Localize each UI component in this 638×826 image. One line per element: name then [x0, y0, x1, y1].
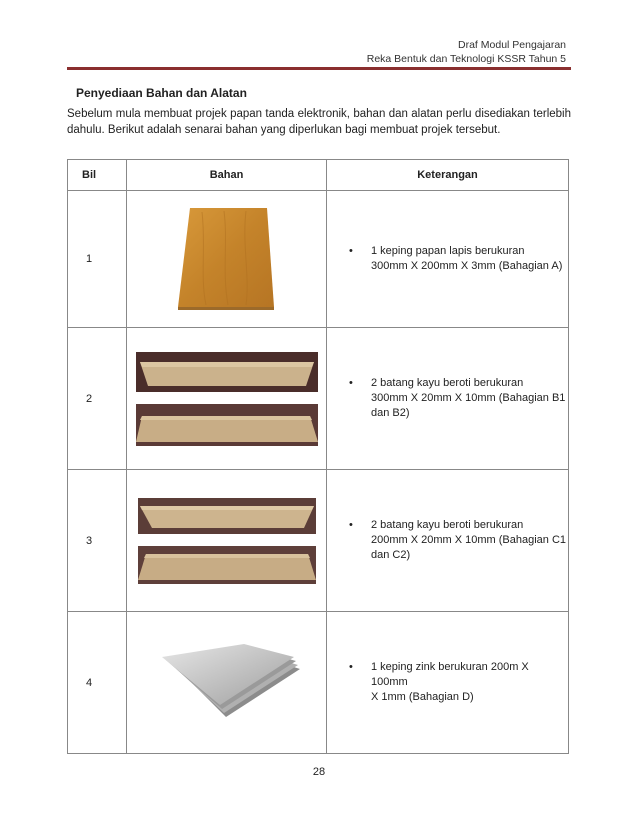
description-line: 300mm X 200mm X 3mm (Bahagian A) — [371, 260, 563, 272]
row-number: 3 — [68, 470, 127, 612]
description-cell — [327, 612, 569, 754]
plywood-board-image — [172, 207, 282, 311]
section-title: Penyediaan Bahan dan Alatan — [76, 86, 247, 100]
row-number: 2 — [68, 328, 127, 470]
page-number: 28 — [312, 766, 326, 778]
description-line: 300mm X 20mm X 10mm (Bahagian B1 — [371, 392, 566, 404]
description-cell — [327, 470, 569, 612]
materials-table — [67, 159, 569, 754]
bullet-icon: • — [349, 661, 353, 673]
description-line: 200mm X 20mm X 10mm (Bahagian C1 — [371, 534, 567, 546]
wood-batten-image — [138, 546, 316, 584]
description-line: X 1mm (Bahagian D) — [371, 691, 474, 703]
description-line: 1 keping zink berukuran 200m X 100mm — [371, 661, 529, 688]
intro-paragraph: Sebelum mula membuat projek papan tanda elektronik, bahan dan alatan perlu disediakan terlebih dahulu. Berikut adalah senarai bahan yang diperlukan bagi membuat projek tersebut. — [67, 108, 571, 136]
row-number: 4 — [68, 612, 127, 754]
table-row — [68, 191, 569, 328]
page-header — [367, 38, 566, 66]
table-row — [68, 328, 569, 470]
row-number: 1 — [68, 191, 127, 328]
description-line: 1 keping papan lapis berukuran — [371, 245, 525, 257]
table-row — [68, 612, 569, 754]
wood-batten-image-cell — [127, 328, 327, 470]
header-keterangan: Keterangan — [327, 160, 569, 191]
header-bil: Bil — [68, 160, 127, 191]
bullet-icon: • — [349, 245, 353, 257]
description-cell — [327, 328, 569, 470]
zinc-sheet-image-cell — [127, 612, 327, 754]
wood-batten-image — [136, 404, 318, 446]
bullet-icon: • — [349, 377, 353, 389]
description-line: dan C2) — [371, 549, 411, 561]
description-line: 2 batang kayu beroti berukuran — [371, 377, 524, 389]
header-line-2: Reka Bentuk dan Teknologi KSSR Tahun 5 — [366, 53, 566, 65]
bullet-icon: • — [349, 519, 353, 531]
table-header-row — [68, 160, 569, 191]
table-row — [68, 470, 569, 612]
header-bahan: Bahan — [127, 160, 327, 191]
description-line: 2 batang kayu beroti berukuran — [371, 519, 524, 531]
wood-batten-image — [138, 498, 316, 534]
wood-batten-image — [136, 352, 318, 392]
description-cell — [327, 191, 569, 328]
description-line: dan B2) — [371, 407, 410, 419]
plywood-image-cell — [127, 191, 327, 328]
header-rule — [67, 67, 571, 70]
header-line-1: Draf Modul Pengajaran — [458, 39, 566, 51]
zinc-sheet-image — [152, 643, 302, 723]
wood-batten-image-cell — [127, 470, 327, 612]
